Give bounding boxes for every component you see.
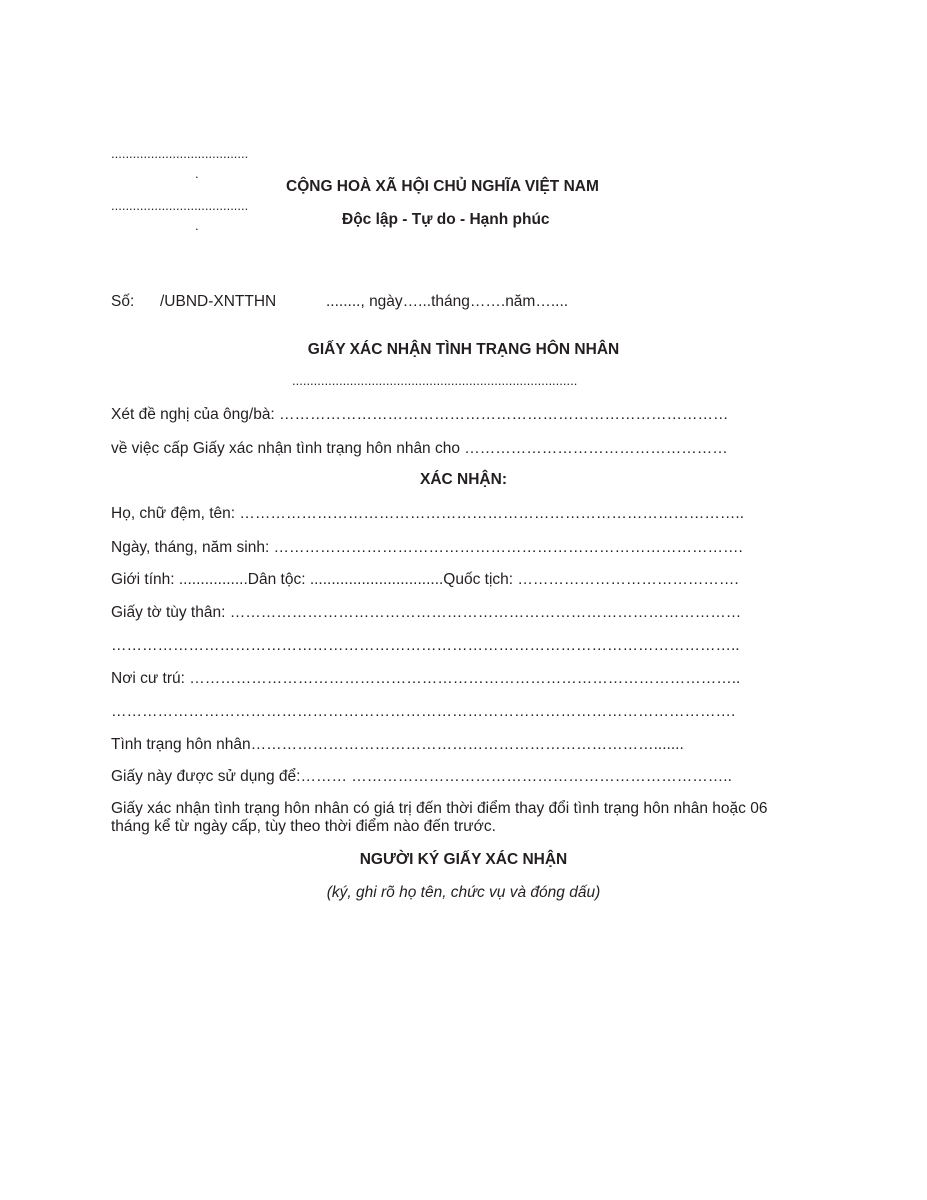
field-residence-cont: …………………………………………………………………………………………………………. <box>111 703 736 720</box>
confirm-heading: XÁC NHẬN: <box>420 471 507 488</box>
field-marital-status: Tình trạng hôn nhân……………………………………………………………………....... <box>111 736 684 753</box>
field-purpose: Giấy này được sử dụng để:……… ……………………………………………………………….. <box>111 768 732 785</box>
place-date: ........, ngày…...tháng…….năm….... <box>326 293 569 310</box>
request-line-2: về việc cấp Giấy xác nhận tình trạng hôn nhân cho …………………………………………… <box>111 440 728 457</box>
field-dob: Ngày, tháng, năm sinh: ………………………………………………………………………………. <box>111 539 743 556</box>
issuer-line-1-dots: ...................................... <box>111 146 249 161</box>
ref-number-label: Số: <box>111 293 135 310</box>
field-id-document-cont: ………………………………………………………………………………………………………….. <box>111 637 740 654</box>
signature-note: (ký, ghi rõ họ tên, chức vụ và đóng dấu) <box>326 884 601 901</box>
validity-line-2: tháng kể từ ngày cấp, tùy theo thời điểm nào đến trước. <box>111 818 496 835</box>
issuer-line-2-period: . <box>195 218 199 233</box>
validity-line-1: Giấy xác nhận tình trạng hôn nhân có giá trị đến thời điểm thay đổi tình trạng hôn nhân hoặc 06 <box>111 800 768 817</box>
motto: Độc lập - Tự do - Hạnh phúc <box>342 211 550 228</box>
national-title: CỘNG HOÀ XÃ HỘI CHỦ NGHĨA VIỆT NAM <box>286 178 599 195</box>
issuer-line-2-dots: ...................................... <box>111 198 249 213</box>
issuer-line-1-period: . <box>195 166 199 181</box>
signature-heading: NGƯỜI KÝ GIẤY XÁC NHẬN <box>359 851 568 868</box>
field-gender-ethnic-nationality: Giới tính: ................Dân tộc: ...............................Quốc tịch: ……………………………………. <box>111 571 739 588</box>
field-residence: Nơi cư trú: …………………………………………………………………………………………….. <box>111 670 741 687</box>
document-title: GIẤY XÁC NHẬN TÌNH TRẠNG HÔN NHÂN <box>307 341 620 358</box>
request-line-1: Xét đề nghị của ông/bà: …………………………………………………………………………… <box>111 406 729 423</box>
title-underline-dots: ............................................................................... <box>292 373 578 388</box>
field-id-document: Giấy tờ tùy thân: ……………………………………………………………………………………… <box>111 604 742 621</box>
ref-number-code: /UBND-XNTTHN <box>160 293 277 310</box>
field-full-name: Họ, chữ đệm, tên: …………………………………………………………………………………….. <box>111 505 745 522</box>
